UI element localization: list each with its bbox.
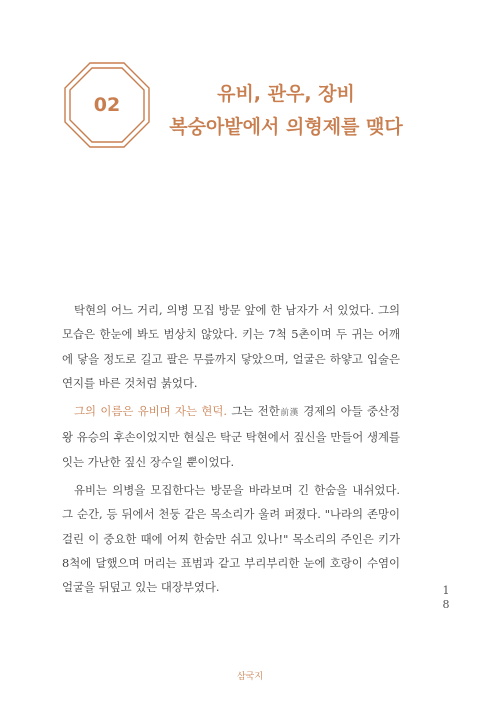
paragraph-2-rest: 경제의 아들 중산정왕 유승의 후손이었지만 현실은 탁군 탁현에서 짚신을 만들어 생계를 잇는 가난한 짚신 장수일 뿐이었다. <box>62 404 400 469</box>
paragraph-2-lead: 그는 전한 <box>227 404 280 419</box>
chapter-title <box>166 78 406 144</box>
paragraph-1: 탁현의 어느 거리, 의병 모집 방문 앞에 한 남자가 서 있었다. 그의 모습은 한눈에 봐도 범상치 않았다. 키는 7척 5촌이며 두 귀는 어깨에 닿을 정도로 길고 팔은 무릎까지 닿았으며, 얼굴은 하얗고 입술은 연지를 바른 것처럼 붉었다. <box>62 303 400 390</box>
chapter-badge <box>64 62 150 148</box>
page-number <box>440 584 452 612</box>
body-text <box>62 298 400 604</box>
chapter-title-line2: 복숭아밭에서 의형제를 맺다 <box>169 116 403 138</box>
highlight-name: 그의 이름은 유비며 자는 현덕. <box>74 404 228 419</box>
paragraph-3: 유비는 의병을 모집한다는 방문을 바라보며 긴 한숨을 내쉬었다. 그 순간, 등 뒤에서 천둥 같은 목소리가 울려 퍼졌다. "나라의 존망이 걸린 이 중요한 때에 어찌 한숨만 쉬고 있나!" 목소리의 주인은 키가 8척에 달했으며 머리는 표범과 같고 부리부리한 눈에 호랑이 수염이 얼굴을 뒤덮고 있는 대장부였다. <box>62 483 400 595</box>
footer-book-title: 삼국지 <box>236 672 264 682</box>
chapter-title-line1: 유비, 관우, 장비 <box>217 83 355 105</box>
chapter-number: 02 <box>93 94 121 116</box>
hanja-annotation: 前漢 <box>279 408 299 419</box>
paragraph-2 <box>62 399 400 474</box>
page-number-digit-2: 8 <box>442 598 450 611</box>
page-number-digit-1: 1 <box>442 584 450 597</box>
